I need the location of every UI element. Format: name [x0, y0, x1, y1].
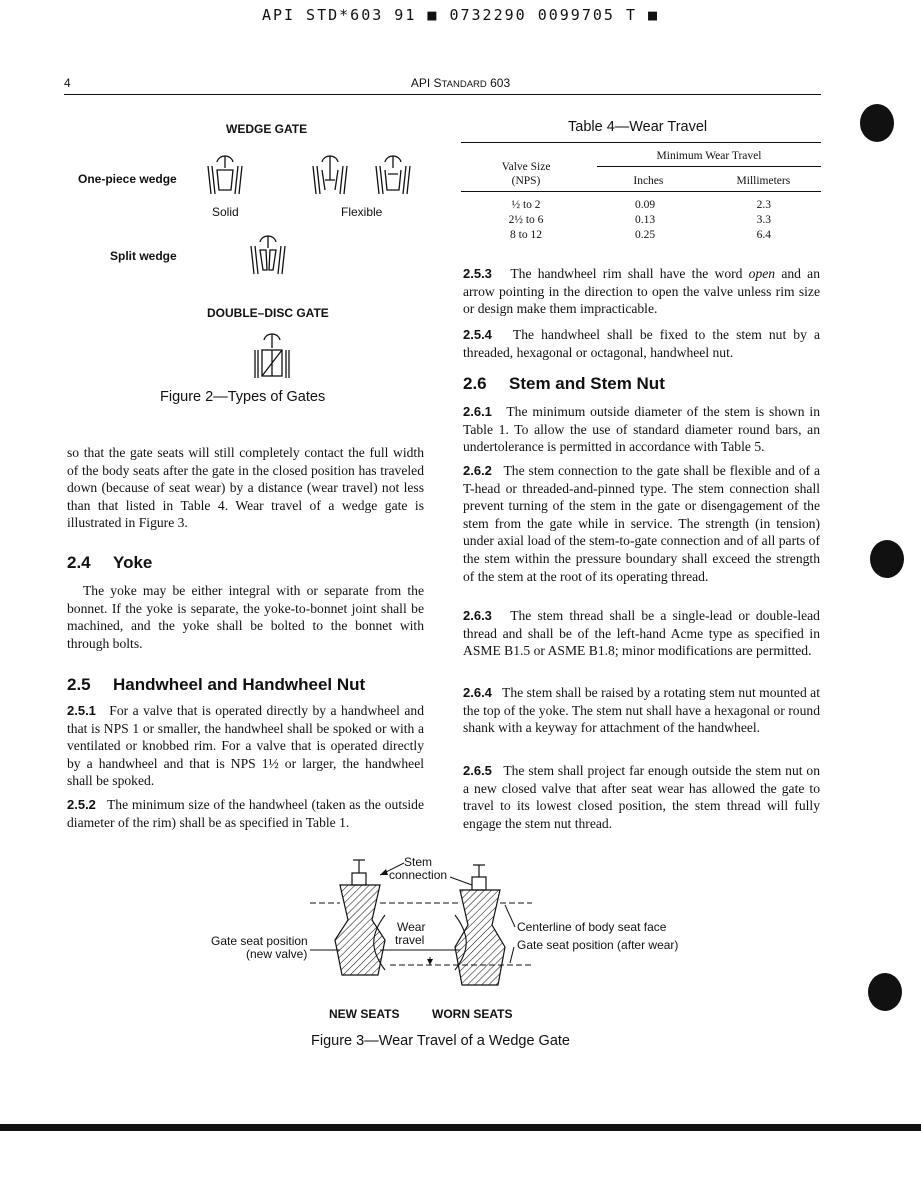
table-row: ½ to 2 0.09 2.3	[511, 198, 771, 211]
flexible-label: Flexible	[341, 205, 383, 219]
paragraph-number: 2.6.3	[463, 608, 492, 623]
section-2-6-heading	[463, 374, 665, 394]
millimeters-header: Millimeters	[736, 175, 791, 187]
paragraph-text: The minimum size of the handwheel (taken as the outside diameter of the rim) shall be as specified in Table 1.	[67, 797, 424, 830]
double-disc-title: DOUBLE–DISC GATE	[207, 306, 329, 320]
section-number: 2.6	[463, 374, 487, 393]
paragraph-number: 2.5.2	[67, 797, 96, 812]
paragraph-text: The minimum outside diameter of the stem is shown in Table 1. To allow the use of standard diameter round bars, an undertolerance is permitted in accordance with Table 5.	[463, 404, 821, 455]
section-2-4-text: The yoke may be either integral with or separate from the bonnet. If the yoke is separate, the yoke-to-bonnet joint shall be machined, and the yoke shall be bolted to the bonnet with through bolts.	[67, 583, 424, 651]
wedge-gate-title: WEDGE GATE	[226, 122, 308, 136]
scan-edge-bar	[0, 1124, 921, 1131]
paragraph-2-5-2	[67, 796, 424, 831]
figure-3-caption: Figure 3—Wear Travel of a Wedge Gate	[311, 1033, 570, 1049]
header-rule	[64, 94, 821, 95]
continued-paragraph: so that the gate seats will still completely contact the full width of the body seats after the gate in the closed position has traveled down (because of seat wear) by a distance (wear travel) not less than that listed in Table 4. Wear travel of a wedge gate is illustrated in Figure 3.	[67, 445, 424, 531]
paragraph-text: The stem connection to the gate shall be flexible and of a T-head or threaded-and-pinned type. The stem connection shall prevent turning of the stem in the gate or disengagement of the stem from the gate while in service. The strength (in tension) under axial load of the stem-to-gate connection and of all parts of the stem within the pressure boundary shall exceed the strength of the stem at the root of its operating thread.	[463, 463, 820, 584]
travel-label: travel	[395, 933, 425, 947]
punch-hole-mark	[870, 540, 904, 578]
centerline-label: Centerline of body seat face	[517, 920, 667, 934]
section-number: 2.5	[67, 675, 91, 694]
flexible-wedge-icon-1	[305, 150, 355, 202]
paragraph-2-6-3	[463, 607, 820, 660]
double-disc-gate-icon	[247, 328, 297, 384]
paragraph-number: 2.6.5	[463, 763, 492, 778]
gate-seat-new-label-2: (new valve)	[246, 947, 308, 961]
paragraph-text: The stem thread shall be a single-lead or double-lead thread and shall be of the left-hand Acme type as specified in ASME B1.5 or ASME B1.8; minor modifications are permitted.	[463, 608, 820, 659]
table-row: 2½ to 6 0.13 3.3	[508, 213, 771, 226]
min-wear-travel-header: Minimum Wear Travel	[591, 143, 821, 171]
section-title: Handwheel and Handwheel Nut	[113, 675, 366, 694]
figure-2-caption: Figure 2—Types of Gates	[160, 389, 326, 405]
solid-label: Solid	[212, 205, 239, 219]
wear-label: Wear	[397, 920, 426, 934]
paragraph-number: 2.6.1	[463, 404, 492, 419]
worn-seats-label: WORN SEATS	[432, 1007, 513, 1021]
punch-hole-mark	[860, 104, 894, 142]
punch-hole-mark	[868, 973, 902, 1011]
new-seats-label: NEW SEATS	[329, 1007, 400, 1021]
section-number: 2.4	[67, 553, 91, 572]
paragraph-text: The stem shall project far enough outside the stem nut on a new closed valve that after seat wear has allowed the gate to travel to its lowest closed position, the stem thread will fully engage the stem nut thread.	[463, 763, 820, 831]
paragraph-number: 2.6.2	[463, 463, 492, 478]
document-code-header: API STD*603 91 ■ 0732290 0099705 T ■	[261, 6, 660, 24]
gate-seat-after-label: Gate seat position (after wear)	[517, 938, 679, 952]
paragraph-2-5-1	[67, 702, 424, 790]
gate-seat-new-label-1: Gate seat position	[211, 934, 308, 948]
page-number: 4	[64, 76, 71, 90]
paragraph-text: The handwheel shall be fixed to the stem nut by a threaded, hexagonal or octagonal, handwheel nut.	[463, 327, 821, 360]
running-head: API STANDARD 603	[410, 76, 511, 90]
section-title: Yoke	[113, 553, 153, 572]
paragraph-text: The stem shall be raised by a rotating stem nut mounted at the top of the yoke. The stem nut shall have a hexagonal or round shank with a keyway for attachment of the handwheel.	[463, 685, 820, 736]
connection-label: connection	[389, 868, 448, 882]
one-piece-wedge-label: One-piece wedge	[78, 172, 177, 186]
paragraph-number: 2.6.4	[463, 685, 492, 700]
paragraph-2-5-3: 2.5.3 The handwheel rim shall have the word open and an arrow pointing in the direction to open the valve unless rim size or design make them impracticable.	[463, 266, 821, 317]
paragraph-number: 2.5.3	[463, 266, 492, 281]
section-2-4-heading	[67, 553, 152, 573]
flexible-wedge-icon-2	[368, 150, 418, 202]
stem-label: Stem	[404, 855, 433, 869]
paragraph-2-6-1	[463, 403, 820, 456]
paragraph-number: 2.5.1	[67, 703, 96, 718]
section-2-5-heading	[67, 675, 365, 695]
solid-wedge-icon	[200, 150, 250, 202]
inches-header: Inches	[633, 175, 664, 187]
paragraph-2-6-4	[463, 684, 820, 737]
paragraph-2-6-2	[463, 462, 820, 585]
paragraph-2-5-4	[463, 326, 820, 361]
paragraph-number: 2.5.4	[463, 327, 492, 342]
section-title: Stem and Stem Nut	[509, 374, 665, 393]
split-wedge-label: Split wedge	[110, 249, 177, 263]
table-row: 8 to 12 0.25 6.4	[510, 228, 771, 241]
table-4	[461, 142, 821, 243]
split-wedge-icon	[243, 230, 293, 282]
paragraph-2-6-5	[463, 762, 820, 832]
paragraph-text: For a valve that is operated directly by a handwheel and that is NPS 1 or smaller, the handwheel shall be spoked or with a ventilated or knobbed rim. For a valve that is operated directly by a handwheel and that is NPS 1½ or larger, the handwheel shall be spoked.	[67, 703, 424, 789]
valve-size-header: Valve Size (NPS)	[501, 161, 551, 187]
table-4-title: Table 4—Wear Travel	[568, 119, 708, 135]
